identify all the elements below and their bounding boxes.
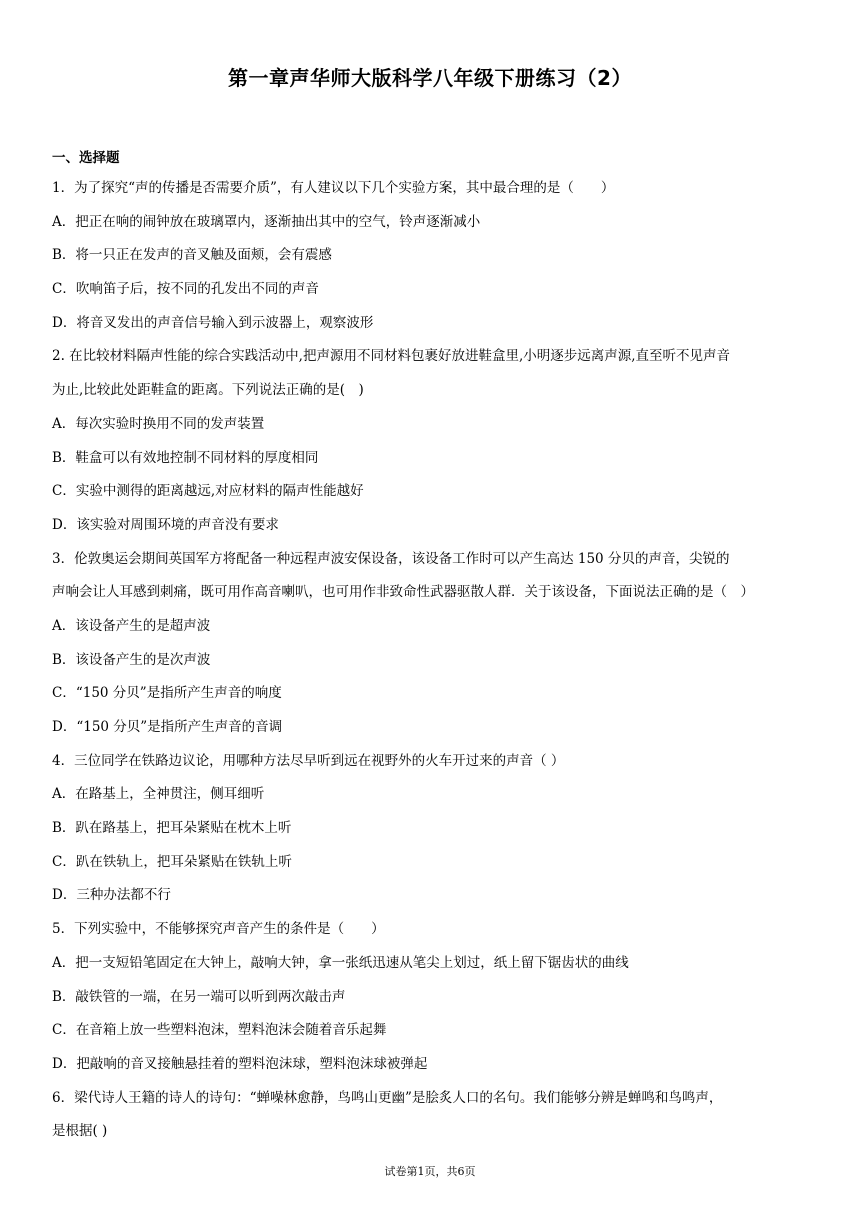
- question-2-option-d: D．该实验对周围环境的声音没有要求: [52, 516, 279, 533]
- question-3-stem-line-1: 3．伦敦奥运会期间英国军方将配备一种远程声波安保设备，该设备工作时可以产生高达 150 分贝的声音，尖锐的: [52, 550, 730, 567]
- question-2-option-c: C．实验中测得的距离越远,对应材料的隔声性能越好: [52, 483, 364, 500]
- question-2-stem-line-1: 2. 在比较材料隔声性能的综合实践活动中,把声源用不同材料包裹好放进鞋盒里,小明逐步远离声源,直至听不见声音: [52, 348, 731, 365]
- question-3-option-b: B．该设备产生的是次声波: [52, 651, 211, 668]
- question-2-option-b: B．鞋盒可以有效地控制不同材料的厚度相同: [52, 449, 319, 466]
- question-4-option-c: C．趴在铁轨上，把耳朵紧贴在铁轨上听: [52, 853, 292, 870]
- page-title: 第一章声华师大版科学八年级下册练习（2）: [228, 66, 632, 90]
- question-5-option-a: A．把一支短铅笔固定在大钟上，敲响大钟，拿一张纸迅速从笔尖上划过，纸上留下锯齿状的曲线: [52, 954, 629, 971]
- question-6-stem-line-1: 6．梁代诗人王籍的诗人的诗句：“蝉噪林愈静，鸟鸣山更幽”是脍炙人口的名句。我们能够分辨是蝉鸣和鸟鸣声，: [52, 1089, 723, 1106]
- question-4-option-a: A．在路基上，全神贯注，侧耳细听: [52, 786, 265, 803]
- question-1-option-a: A．把正在响的闹钟放在玻璃罩内，逐渐抽出其中的空气，铃声逐渐减小: [52, 213, 481, 230]
- question-3-option-c: C．“150 分贝”是指所产生声音的响度: [52, 685, 282, 702]
- question-3-option-a: A．该设备产生的是超声波: [52, 617, 211, 634]
- question-5-option-c: C．在音箱上放一些塑料泡沫，塑料泡沫会随着音乐起舞: [52, 1022, 387, 1039]
- question-2-stem-line-2: 为止,比较此处距鞋盒的距离。下列说法正确的是( ): [52, 382, 364, 399]
- page-footer: 试卷第1页，共6页: [384, 1165, 476, 1178]
- question-4-option-d: D．三种办法都不行: [52, 887, 171, 904]
- question-1-option-b: B．将一只正在发声的音叉触及面颊，会有震感: [52, 247, 332, 264]
- question-5-option-d: D．把敲响的音叉接触悬挂着的塑料泡沫球，塑料泡沫球被弹起: [52, 1055, 428, 1072]
- question-4-option-b: B．趴在路基上，把耳朵紧贴在枕木上听: [52, 820, 292, 837]
- question-1-option-d: D．将音叉发出的声音信号输入到示波器上，观察波形: [52, 314, 374, 331]
- section-heading: 一、选择题: [52, 150, 120, 166]
- question-3-option-d: D．“150 分贝”是指所产生声音的音调: [52, 719, 283, 735]
- question-3-stem-line-2: 声响会让人耳感到刺痛，既可用作高音喇叭，也可用作非致命性武器驱散人群．关于该设备，下面说法正确的是（ ）: [52, 584, 754, 601]
- question-5-stem: 5．下列实验中，不能够探究声音产生的条件是（ ）: [52, 921, 385, 938]
- question-1-option-c: C．吹响笛子后，按不同的孔发出不同的声音: [52, 281, 319, 298]
- question-2-option-a: A．每次实验时换用不同的发声装置: [52, 415, 265, 432]
- questions-list: [52, 172, 812, 1149]
- question-4-stem: 4．三位同学在铁路边议论，用哪种方法尽早听到远在视野外的火车开过来的声音（ ）: [52, 752, 565, 769]
- question-5-option-b: B．敲铁管的一端，在另一端可以听到两次敲击声: [52, 988, 346, 1005]
- question-1-stem: 1．为了探究“声的传播是否需要介质”，有人建议以下几个实验方案，其中最合理的是（ ）: [52, 180, 615, 196]
- question-6-stem-line-2: 是根据( ): [52, 1123, 108, 1140]
